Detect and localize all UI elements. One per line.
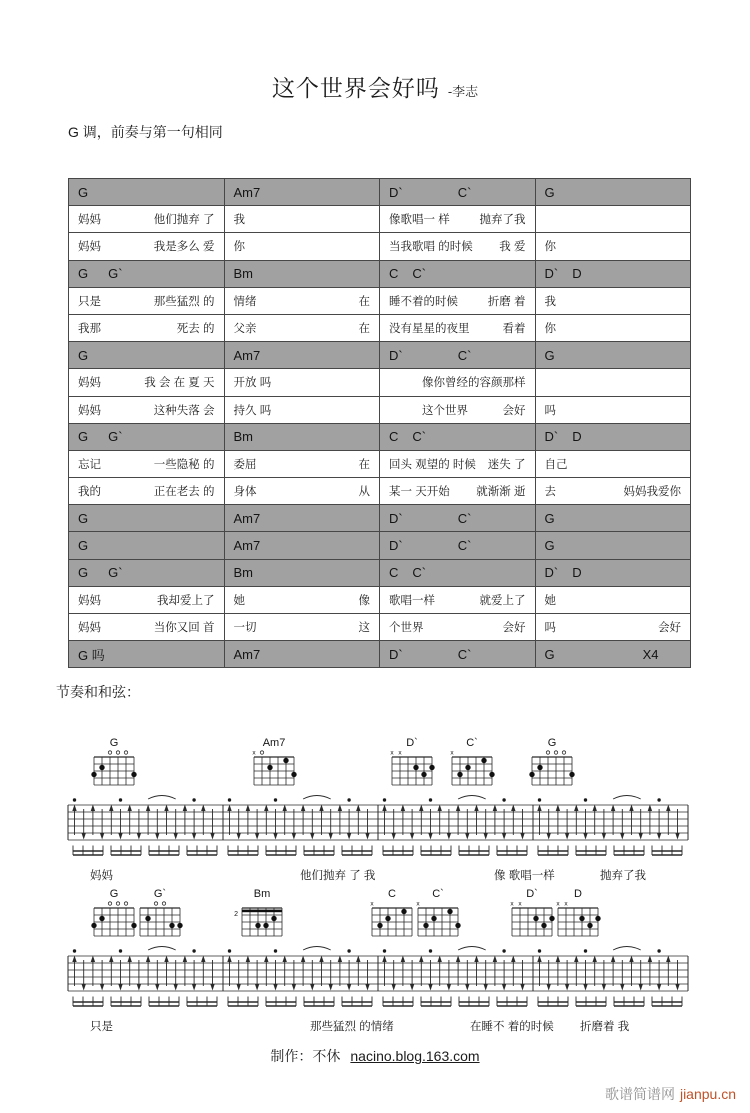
chord-label: G 吗 (78, 647, 105, 663)
svg-text:x: x (390, 749, 394, 757)
chord-cell (536, 532, 692, 559)
lyric-segment: 吗 (544, 622, 556, 635)
lyric-segment: 回头 观望的 时候 (389, 458, 476, 471)
chord-cell (69, 342, 225, 369)
chord-cell (536, 179, 692, 206)
tab-lyric-word: 妈妈 (90, 870, 113, 882)
chord-cell (69, 641, 225, 668)
lyric-cell (69, 397, 225, 424)
chord-cell (380, 560, 536, 587)
lyric-segment: 会好 (658, 622, 681, 635)
chord-label: D` (389, 646, 403, 662)
lyric-segment: 你 (544, 323, 556, 336)
chord-diagram (450, 737, 494, 785)
lyric-segment: 在 (358, 295, 370, 308)
lyric-cell (69, 315, 225, 342)
lyric-segment: 只是 (78, 295, 101, 308)
lyric-segment: 持久 吗 (233, 404, 272, 417)
site-link[interactable]: jianpu.cn (679, 1086, 736, 1102)
chord-label: G (78, 510, 89, 526)
table-row-lyrics (69, 233, 691, 260)
svg-text:G: G (109, 888, 119, 900)
chord-diagram (91, 888, 136, 936)
lyric-segment: 我是多么 爱 (153, 241, 215, 254)
chord-cell (380, 505, 536, 532)
chord-cell (69, 424, 225, 451)
chord-label: G (544, 184, 555, 200)
chord-label: G (544, 510, 555, 526)
lyric-segment: 我却爱上了 (157, 594, 215, 607)
tab-lyric-word: 折磨着 我 (580, 1021, 630, 1033)
chord-label: G (544, 646, 555, 662)
lyric-segment: 我 (233, 214, 245, 227)
lyric-cell (225, 587, 381, 614)
chord-label: C` (457, 184, 472, 200)
svg-text:C`: C` (432, 888, 444, 900)
chord-cell (225, 641, 381, 668)
chord-label: D` (389, 510, 403, 526)
lyric-cell (225, 451, 381, 478)
lyric-segment: 父亲 (233, 323, 257, 336)
lyric-segment: 那样 (502, 377, 526, 390)
watermark (605, 1084, 736, 1104)
lyric-cell (380, 369, 536, 396)
lyric-segment: 就渐渐 逝 (476, 486, 526, 499)
chord-label: G` (108, 565, 123, 581)
lyric-cell (380, 233, 536, 260)
lyric-cell (380, 478, 536, 505)
chord-label: G (78, 347, 89, 363)
lyric-segment: 妈妈 (78, 404, 101, 417)
chord-label: C` (457, 510, 472, 526)
chord-label: G` (108, 266, 123, 282)
chord-label: D` (389, 184, 403, 200)
svg-text:x: x (564, 900, 568, 908)
chord-diagram (370, 888, 412, 936)
lyric-cell (380, 451, 536, 478)
tab-lyric-word: 在睡不 着的时候 (470, 1021, 554, 1033)
table-row-chords (69, 261, 691, 288)
lyric-segment: 自己 (544, 458, 568, 471)
key-note: G 调，前奏与第一句相同 (68, 124, 223, 140)
lyric-cell (69, 206, 225, 233)
strum-staff (68, 796, 688, 856)
lyric-cell (225, 369, 381, 396)
lyric-cell (69, 451, 225, 478)
table-row-lyrics (69, 369, 691, 396)
lyric-cell (536, 369, 692, 396)
lyric-segment: 死去 的 (176, 323, 215, 336)
lyric-cell (225, 288, 381, 315)
rhythm-section-label: 节奏和和弦： (56, 684, 140, 700)
lyric-segment: 当你又回 首 (153, 622, 215, 635)
table-row-chords (69, 560, 691, 587)
chord-diagram (556, 888, 600, 936)
chord-label: Am7 (233, 184, 261, 200)
svg-text:Am7: Am7 (262, 737, 286, 749)
lyric-segment: 妈妈 (78, 377, 101, 390)
chord-cell (536, 261, 692, 288)
svg-text:x: x (518, 900, 522, 908)
lyric-segment: 一些隐秘 的 (153, 458, 215, 471)
lyric-cell (536, 233, 692, 260)
chord-label: C (389, 565, 399, 581)
chord-diagram (416, 888, 460, 936)
chord-label: G (78, 184, 89, 200)
lyric-segment: 你 (544, 241, 556, 254)
chord-label: C` (412, 565, 427, 581)
table-row-lyrics (69, 587, 691, 614)
lyric-segment: 委屈 (233, 458, 257, 471)
tab-lyric-word: 他们抛弃 了 我 (300, 870, 376, 882)
chord-label: G (78, 266, 89, 282)
lyric-cell (536, 288, 692, 315)
lyric-segment: 从 (358, 486, 370, 499)
svg-text:x: x (398, 749, 402, 757)
svg-text:x: x (370, 900, 374, 908)
table-row-lyrics (69, 397, 691, 424)
svg-text:D`: D` (526, 888, 538, 900)
svg-text:G`: G` (153, 888, 167, 900)
chord-label: D` (544, 429, 559, 445)
tab-lyric-word: 像 歌唱一样 (494, 870, 555, 882)
tab-section-2 (64, 884, 704, 1042)
lyric-segment: 我 会 在 夏 天 (144, 377, 215, 390)
chord-cell (225, 560, 381, 587)
chord-cell (225, 424, 381, 451)
chord-cell (380, 532, 536, 559)
lyric-segment: 情绪 (233, 295, 257, 308)
chord-cell (69, 560, 225, 587)
maker-credit: 制作：不休 (270, 1048, 341, 1064)
lyric-segment: 她 (233, 594, 245, 607)
chord-label: G (544, 538, 555, 554)
lyric-segment: 身体 (233, 486, 257, 499)
lyric-cell (380, 315, 536, 342)
lyric-cell (536, 397, 692, 424)
table-row-lyrics (69, 206, 691, 233)
table-row-lyrics (69, 451, 691, 478)
chord-cell (225, 342, 381, 369)
lyric-segment: 会好 (502, 404, 526, 417)
chord-cell (536, 424, 692, 451)
svg-text:x: x (252, 749, 256, 757)
svg-text:2: 2 (234, 911, 238, 918)
chord-diagram (91, 737, 136, 785)
lyric-segment: 开放 吗 (233, 377, 272, 390)
chord-label: C (389, 429, 399, 445)
chord-cell (536, 560, 692, 587)
chord-cell (380, 641, 536, 668)
lyric-segment: 这 (358, 622, 370, 635)
table-row-chords (69, 179, 691, 206)
lyric-segment: 妈妈我爱你 (623, 486, 681, 499)
lyric-segment: 像 (358, 594, 370, 607)
svg-text:G: G (109, 737, 119, 749)
chord-label: G (78, 429, 89, 445)
chord-label: Am7 (233, 646, 261, 662)
tab-lyrics (90, 1019, 630, 1033)
tab-lyric-word: 只是 (90, 1021, 113, 1033)
site-name-label: 歌谱简谱网 (604, 1086, 675, 1102)
table-row-lyrics (69, 614, 691, 641)
chord-label: D (572, 565, 582, 581)
table-row-chords (69, 532, 691, 559)
chord-cell (380, 342, 536, 369)
lyric-cell (225, 397, 381, 424)
chord-diagram (140, 888, 183, 936)
chord-label: Am7 (233, 347, 261, 363)
chord-cell (225, 179, 381, 206)
lyric-segment: 在 (358, 323, 370, 336)
lyric-cell (536, 587, 692, 614)
svg-text:D`: D` (406, 737, 418, 749)
chord-label: D` (544, 266, 559, 282)
lyric-segment: 会好 (502, 622, 526, 635)
song-title: 这个世界会好吗 (271, 75, 440, 101)
strum-staff (68, 947, 688, 1007)
chord-label: Am7 (233, 510, 261, 526)
chord-label: C` (457, 347, 472, 363)
chord-cell (69, 532, 225, 559)
svg-text:G: G (547, 737, 557, 749)
chord-label: G (78, 538, 89, 554)
chord-cell (536, 342, 692, 369)
lyric-cell (380, 614, 536, 641)
chord-label: Bm (233, 266, 253, 282)
svg-text:x: x (510, 900, 514, 908)
lyric-segment: 歌唱一样 (389, 594, 435, 607)
svg-text:x: x (556, 900, 560, 908)
chord-label: D` (389, 347, 403, 363)
lyric-cell (380, 288, 536, 315)
table-row-chords (69, 505, 691, 532)
lyric-cell (69, 369, 225, 396)
tab-lyric-word: 抛弃了我 (600, 870, 646, 882)
table-row-chords (69, 342, 691, 369)
lyric-segment: 一切 (233, 622, 257, 635)
table-row-chords (69, 641, 691, 668)
lyric-segment: 我的 (78, 486, 101, 499)
chord-label: C` (457, 646, 472, 662)
lyric-segment: 就爱上了 (479, 594, 526, 607)
lyric-segment: 忘记 (78, 458, 101, 471)
svg-text:x: x (450, 749, 454, 757)
lyric-cell (225, 233, 381, 260)
lyric-segment: 像歌唱一 样 (389, 214, 450, 227)
chord-cell (380, 179, 536, 206)
lyric-cell (69, 288, 225, 315)
tab-lyric-word: 那些猛烈 的情绪 (310, 1021, 394, 1033)
svg-text:Bm: Bm (253, 888, 271, 900)
lyric-cell (536, 478, 692, 505)
chord-diagram (252, 737, 296, 785)
lyric-segment: 妈妈 (78, 622, 101, 635)
svg-text:C: C (388, 888, 396, 900)
chord-label: Bm (233, 565, 253, 581)
chord-cell (225, 261, 381, 288)
chord-label: D (572, 266, 582, 282)
table-row-lyrics (69, 478, 691, 505)
lyric-segment: 那些猛烈 的 (153, 295, 215, 308)
chord-cell (69, 261, 225, 288)
chord-label: C (389, 266, 399, 282)
lyric-segment: 正在老去 的 (153, 486, 215, 499)
table-row-chords (69, 424, 691, 451)
chord-label: D` (544, 565, 559, 581)
lyric-segment: 某一 天开始 (389, 486, 450, 499)
chord-diagram (510, 888, 554, 936)
lyric-cell (69, 587, 225, 614)
lyric-cell (69, 233, 225, 260)
chord-label: G (544, 347, 555, 363)
lyric-segment: 我 爱 (499, 241, 526, 254)
lyric-segment: 在 (358, 458, 370, 471)
chord-label: C` (412, 429, 427, 445)
lyric-cell (380, 587, 536, 614)
lyric-segment: 看着 (502, 323, 526, 336)
lyric-cell (536, 206, 692, 233)
lyric-segment: 妈妈 (78, 214, 101, 227)
chord-diagram (234, 888, 282, 936)
chord-cell (69, 179, 225, 206)
lyric-cell (536, 451, 692, 478)
lyric-segment: 没有星星的夜里 (389, 323, 470, 336)
chord-cell (380, 261, 536, 288)
lyric-cell (225, 614, 381, 641)
lyric-segment: 睡不着的时候 (389, 295, 458, 308)
lyric-cell (225, 478, 381, 505)
chord-cell (536, 505, 692, 532)
lyric-segment: 我那 (78, 323, 101, 336)
tab-section-1 (64, 733, 704, 891)
lyric-segment: 我 (544, 295, 556, 308)
lyric-segment: 妈妈 (78, 241, 101, 254)
blog-link[interactable]: nacino.blog.163.com (350, 1048, 480, 1064)
lyric-cell (380, 206, 536, 233)
chord-label: G (78, 565, 89, 581)
lyric-segment: 折磨 着 (487, 295, 526, 308)
lyric-segment: 去 (544, 486, 556, 499)
chord-cell (69, 505, 225, 532)
lyric-segment: 个世界 (389, 622, 424, 635)
lyric-segment: 吗 (544, 404, 556, 417)
table-row-lyrics (69, 315, 691, 342)
svg-text:x: x (416, 900, 420, 908)
chord-label: X4 (642, 646, 659, 662)
chord-label: D` (389, 538, 403, 554)
chord-label: Bm (233, 429, 253, 445)
lyric-cell (225, 206, 381, 233)
chord-cell (380, 424, 536, 451)
title-block (0, 70, 750, 103)
lyric-cell (69, 478, 225, 505)
svg-text:C`: C` (466, 737, 478, 749)
lyric-segment: 这个世界 (422, 404, 468, 417)
chord-label: C` (412, 266, 427, 282)
footer-credit (0, 1046, 750, 1066)
chord-diagram (390, 737, 434, 785)
svg-text:D: D (574, 888, 582, 900)
chord-lyric-table (68, 178, 691, 668)
lyric-segment: 妈妈 (78, 594, 101, 607)
table-row-lyrics (69, 288, 691, 315)
chord-label: C` (457, 538, 472, 554)
lyric-cell (536, 315, 692, 342)
chord-cell (225, 505, 381, 532)
chord-label: D (572, 429, 582, 445)
chord-cell (536, 641, 692, 668)
chord-diagram (529, 737, 574, 785)
chord-label: G` (108, 429, 123, 445)
chord-cell (225, 532, 381, 559)
lyric-segment: 她 (544, 594, 556, 607)
lyric-segment: 你 (233, 241, 245, 254)
lyric-segment: 迷失 了 (487, 458, 526, 471)
lyric-cell (69, 614, 225, 641)
lyric-segment: 像你曾经的容颜 (422, 377, 503, 390)
lyric-segment: 抛弃了我 (479, 214, 526, 227)
lyric-segment: 当我歌唱 的时候 (389, 241, 473, 254)
lyric-segment: 他们抛弃 了 (153, 214, 215, 227)
lyric-cell (380, 397, 536, 424)
artist-name: -李志 (447, 84, 479, 99)
lyric-segment: 这种失落 会 (153, 404, 215, 417)
chord-label: Am7 (233, 538, 261, 554)
lyric-cell (536, 614, 692, 641)
lyric-cell (225, 315, 381, 342)
tab-lyrics (90, 868, 646, 882)
